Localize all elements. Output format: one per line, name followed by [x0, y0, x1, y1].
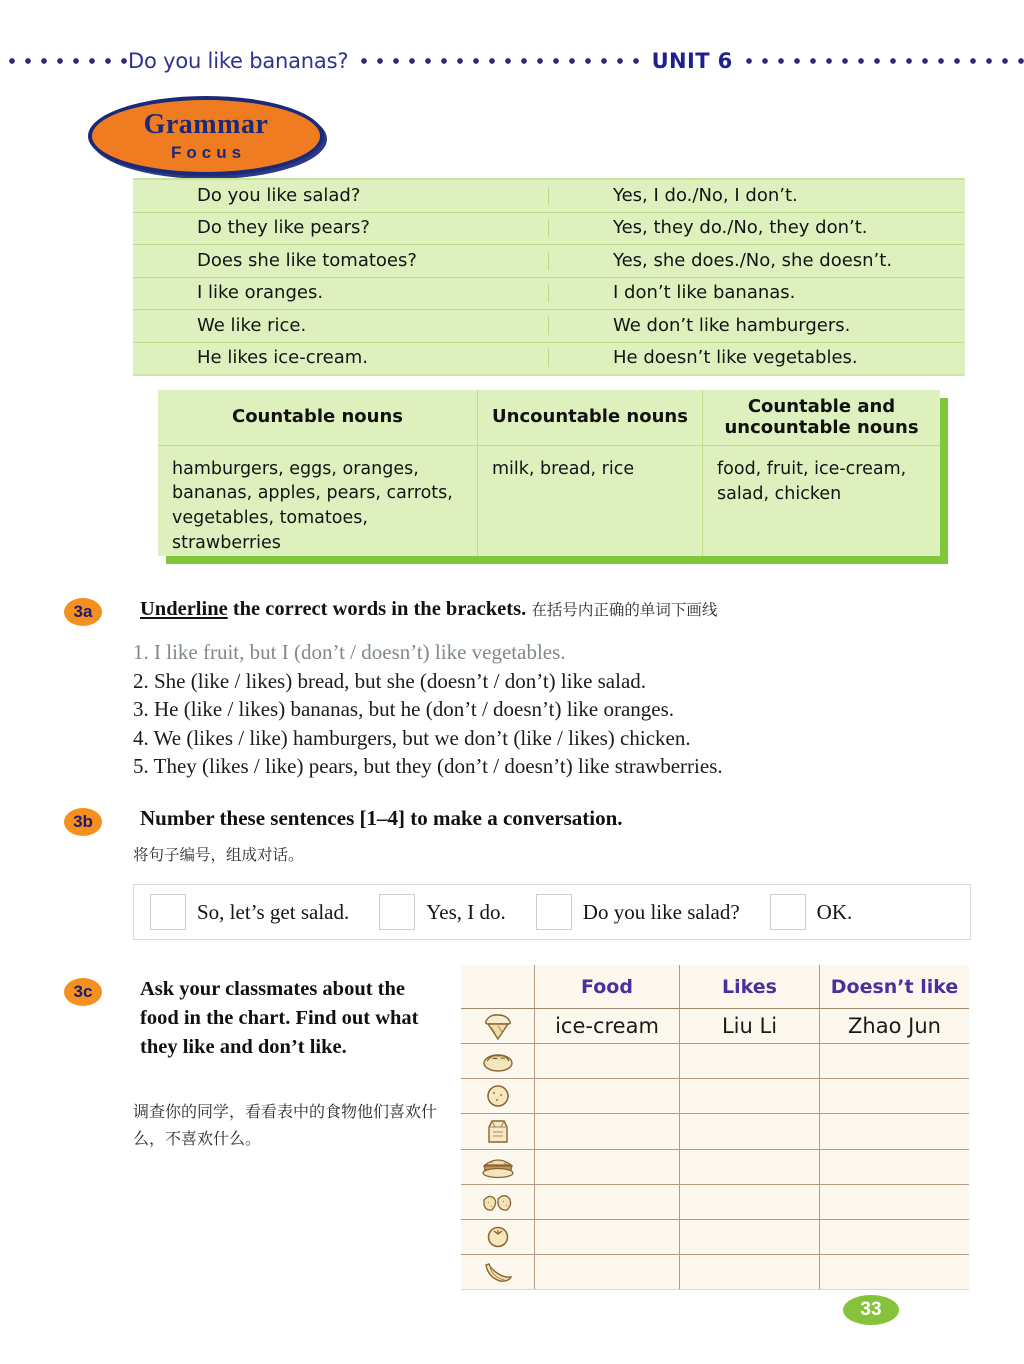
grammar-cell-left: I like oranges.	[197, 282, 324, 304]
nouns-cell: milk, bread, rice	[492, 459, 635, 479]
chart-cell-food[interactable]: ice-cream	[535, 1009, 680, 1043]
number-input-box[interactable]	[536, 894, 572, 930]
chart-cell-likes[interactable]	[680, 1185, 820, 1219]
dot-rule-right	[745, 57, 1024, 65]
chart-cell-likes[interactable]	[680, 1079, 820, 1113]
strawberry-icon-glyph	[478, 1187, 518, 1217]
table-row	[133, 213, 965, 246]
grammar-cell-right: Yes, she does./No, she doesn’t.	[548, 252, 965, 270]
grammar-cell-right: Yes, I do./No, I don’t.	[548, 187, 965, 205]
chart-cell-likes[interactable]: Liu Li	[680, 1009, 820, 1043]
grammar-cell-left: He likes ice-cream.	[197, 347, 369, 369]
instruction-chinese: 在括号内正确的单词下画线	[531, 601, 718, 619]
food-survey-chart	[461, 965, 969, 1290]
chart-cell-food[interactable]	[535, 1044, 680, 1078]
table-row	[461, 1185, 969, 1220]
ordering-item	[536, 894, 770, 930]
list-item: 3. He (like / likes) bananas, but he (don’t / doesn’t) like oranges.	[133, 697, 675, 721]
chart-cell-food[interactable]	[535, 1185, 680, 1219]
chart-cell-dislikes[interactable]	[820, 1079, 969, 1113]
chart-cell-food[interactable]	[535, 1079, 680, 1113]
exercise-badge-3a: 3a	[64, 598, 102, 626]
exercise-3b-answer-box	[133, 884, 971, 940]
chart-header-food: Food	[535, 965, 680, 1008]
nouns-column-countable	[158, 390, 478, 556]
exercise-3b-instruction-chinese: 将句子编号，组成对话。	[133, 846, 304, 864]
exercise-3b-instruction: Number these sentences [1–4] to make a conversation.	[140, 806, 623, 830]
table-row	[133, 343, 965, 377]
banana-icon-glyph	[478, 1257, 518, 1287]
salad-icon	[461, 1044, 535, 1078]
chart-cell-dislikes[interactable]	[820, 1044, 969, 1078]
chart-cell-dislikes[interactable]: Zhao Jun	[848, 1014, 941, 1039]
table-row	[133, 180, 965, 213]
instruction-rest: the correct words in the brackets.	[227, 598, 532, 620]
grammar-cell-right: He doesn’t like vegetables.	[548, 349, 965, 367]
milk-icon	[461, 1114, 535, 1148]
chart-cell-dislikes[interactable]	[820, 1150, 969, 1184]
nouns-column-both	[703, 390, 940, 556]
nouns-header: Uncountable nouns	[478, 390, 702, 446]
list-item: 5. They (likes / like) pears, but they (don’t / doesn’t) like strawberries.	[133, 754, 723, 778]
salad-icon-glyph	[478, 1046, 518, 1076]
table-row	[133, 245, 965, 278]
ordering-sentence: OK.	[816, 899, 853, 924]
orange-icon-glyph	[478, 1081, 518, 1111]
chart-header-dislikes: Doesn’t like	[830, 975, 959, 998]
chart-cell-food[interactable]	[535, 1114, 680, 1148]
ordering-sentence: Yes, I do.	[426, 899, 506, 924]
running-head	[0, 44, 1024, 78]
nouns-table	[158, 390, 940, 556]
list-item: 4. We (likes / like) hamburgers, but we don’t (like / likes) chicken.	[133, 725, 691, 750]
number-input-box[interactable]	[770, 894, 806, 930]
exercise-3a-list	[133, 638, 973, 781]
chart-cell-dislikes[interactable]	[820, 1220, 969, 1254]
hamburger-icon-glyph	[478, 1152, 518, 1182]
chart-cell-likes[interactable]	[680, 1044, 820, 1078]
ordering-sentence: So, let’s get salad.	[197, 899, 350, 924]
exercise-badge-3b: 3b	[64, 808, 102, 836]
table-row	[461, 1255, 969, 1290]
chart-cell-likes[interactable]	[680, 1255, 820, 1289]
strawberry-icon	[461, 1185, 535, 1219]
grammar-cell-right: Yes, they do./No, they don’t.	[548, 219, 965, 237]
nouns-cell: food, fruit, ice-cream, salad, chicken	[717, 459, 907, 504]
ice-cream-icon	[461, 1009, 535, 1043]
orange-icon	[461, 1079, 535, 1113]
exercise-3a-instruction	[140, 598, 970, 621]
list-item: 2. She (like / likes) bread, but she (doesn’t / don’t) like salad.	[133, 668, 647, 693]
table-row	[133, 310, 965, 343]
ordering-item	[379, 894, 536, 930]
grammar-cell-left: Does she like tomatoes?	[197, 249, 417, 271]
tomato-icon	[461, 1220, 535, 1254]
page-number: 33	[843, 1295, 899, 1325]
exercise-3c-instruction: Ask your classmates about the food in the chart. Find out what they like and don’t like.	[140, 978, 419, 1058]
grammar-cell-right: We don’t like hamburgers.	[548, 317, 965, 335]
ordering-item	[770, 894, 883, 930]
exercise-3c-instruction-chinese: 调查你的同学，看看表中的食物他们喜欢什么，不喜欢什么。	[133, 1102, 438, 1148]
nouns-header: Countable nouns	[158, 390, 477, 446]
chart-header-likes: Likes	[680, 965, 820, 1008]
grammar-focus-line1: Grammar	[143, 109, 269, 140]
chart-cell-likes[interactable]	[680, 1220, 820, 1254]
table-row	[461, 1009, 969, 1044]
nouns-table-wrapper	[158, 390, 940, 556]
banana-icon	[461, 1255, 535, 1289]
chart-cell-dislikes[interactable]	[820, 1114, 969, 1148]
ordering-sentence: Do you like salad?	[582, 899, 740, 924]
tomato-icon-glyph	[478, 1222, 518, 1252]
nouns-column-uncountable	[478, 390, 703, 556]
chart-cell-likes[interactable]	[680, 1114, 820, 1148]
dot-rule-middle	[360, 57, 639, 65]
number-input-box[interactable]	[150, 894, 186, 930]
table-row	[461, 1150, 969, 1185]
grammar-cell-right: I don’t like bananas.	[548, 284, 965, 302]
chart-cell-dislikes[interactable]	[820, 1255, 969, 1289]
chart-header-icon-col	[461, 965, 535, 1008]
grammar-cell-left: Do you like salad?	[197, 184, 361, 206]
hamburger-icon	[461, 1150, 535, 1184]
running-head-title: Do you like bananas?	[128, 49, 349, 73]
table-row	[133, 278, 965, 311]
list-item: 1. I like fruit, but I (don’t / doesn’t) like vegetables.	[133, 640, 566, 664]
grammar-cell-left: We like rice.	[197, 314, 307, 336]
chart-cell-food[interactable]	[535, 1220, 680, 1254]
chart-cell-dislikes[interactable]	[820, 1185, 969, 1219]
grammar-focus-badge	[88, 96, 324, 176]
chart-cell-food[interactable]	[535, 1150, 680, 1184]
nouns-cell: hamburgers, eggs, oranges, bananas, apples, pears, carrots, vegetables, tomatoes, strawberries	[172, 458, 453, 554]
ice-cream-icon-glyph	[478, 1011, 518, 1041]
nouns-header: Countable and uncountable nouns	[703, 390, 940, 446]
table-row	[461, 1079, 969, 1114]
milk-icon-glyph	[478, 1116, 518, 1146]
number-input-box[interactable]	[379, 894, 415, 930]
exercise-badge-3c: 3c	[64, 978, 102, 1006]
table-row	[461, 1044, 969, 1079]
running-head-unit: UNIT 6	[651, 49, 733, 73]
table-row	[461, 1220, 969, 1255]
chart-cell-likes[interactable]	[680, 1150, 820, 1184]
grammar-focus-line2: Focus	[170, 143, 247, 162]
instruction-underline-word: Underline	[140, 598, 228, 620]
grammar-table	[133, 178, 965, 376]
grammar-cell-left: Do they like pears?	[197, 217, 370, 239]
dot-rule-left	[8, 57, 128, 65]
chart-header-row	[461, 965, 969, 1009]
chart-cell-food[interactable]	[535, 1255, 680, 1289]
ordering-item	[150, 894, 379, 930]
table-row	[461, 1114, 969, 1149]
